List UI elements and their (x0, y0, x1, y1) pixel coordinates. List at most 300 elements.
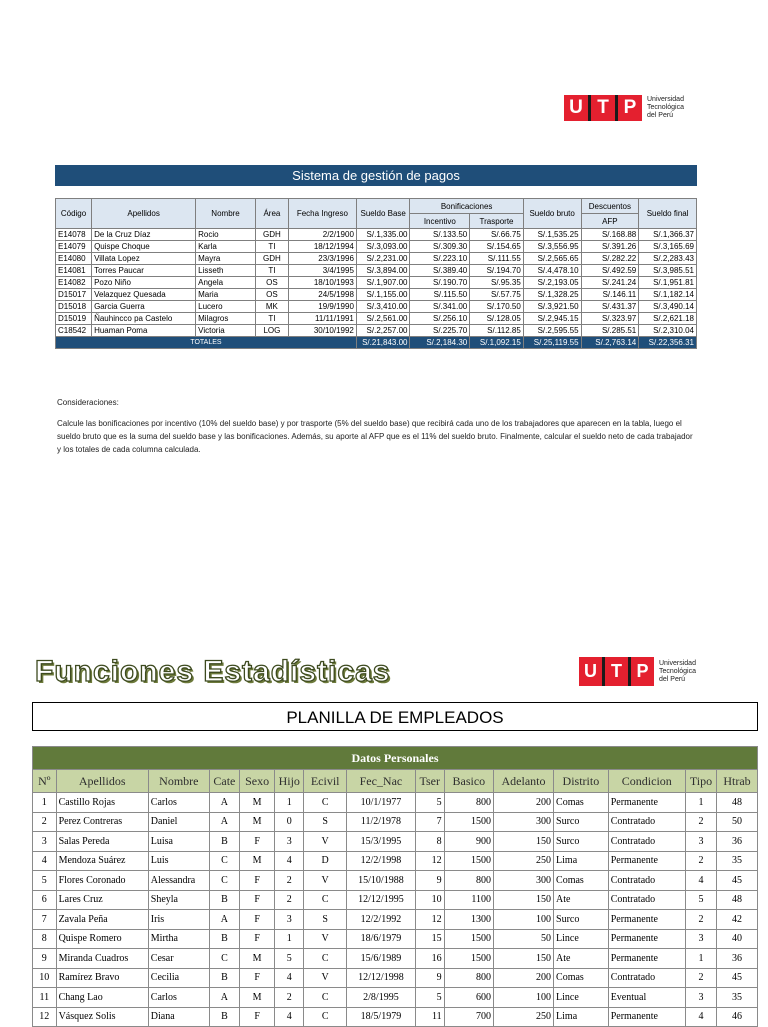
empleados-cell: M (239, 949, 274, 969)
empleados-cell: 1500 (444, 929, 493, 949)
empleados-cell: Contratado (608, 832, 685, 852)
empleados-cell: F (239, 1007, 274, 1027)
empleados-cell: 150 (493, 832, 553, 852)
pagos-cell: S/.1,907.00 (356, 277, 410, 289)
empleados-cell: Quispe Romero (56, 929, 148, 949)
empleados-col-header: Htrab (717, 770, 758, 793)
logo-letter-t: T (591, 95, 615, 121)
totals-cell: S/.22,356.31 (639, 337, 697, 349)
empleados-cell: Surco (554, 812, 609, 832)
logo-letter-t-bottom: T (605, 657, 628, 686)
empleados-cell: F (239, 968, 274, 988)
empleados-cell: B (209, 929, 239, 949)
pagos-cell: Angela (196, 277, 256, 289)
pagos-row (56, 241, 697, 253)
empleados-cell: Surco (554, 910, 609, 930)
empleados-cell: Surco (554, 832, 609, 852)
pagos-row (56, 313, 697, 325)
empleados-cell: B (209, 968, 239, 988)
pagos-cell: S/.133.50 (410, 229, 470, 241)
pagos-cell: D15019 (56, 313, 92, 325)
pagos-cell: S/.3,921.50 (523, 301, 581, 313)
pagos-cell: E14079 (56, 241, 92, 253)
empleados-cell: 1 (685, 949, 716, 969)
empleados-cell: 12 (33, 1007, 57, 1027)
empleados-cell: 1300 (444, 910, 493, 930)
empleados-cell: C (209, 871, 239, 891)
empleados-cell: 45 (717, 871, 758, 891)
utp-logo-bottom (579, 657, 696, 686)
pagos-cell: Ñauhincco pa Castelo (92, 313, 196, 325)
empleados-cell: 48 (717, 890, 758, 910)
empleados-cell: 5 (685, 890, 716, 910)
empleados-cell: Eventual (608, 988, 685, 1008)
empleados-cell: 2 (275, 890, 304, 910)
pagos-cell: S/.2,621.18 (639, 313, 697, 325)
empleados-cell: Vásquez Solis (56, 1007, 148, 1027)
empleados-cell: 3 (275, 832, 304, 852)
empleados-cell: 5 (415, 793, 444, 813)
empleados-cell: 900 (444, 832, 493, 852)
empleados-cell: Cesar (148, 949, 209, 969)
totals-cell: S/.21,843.00 (356, 337, 410, 349)
empleados-cell: Permanente (608, 793, 685, 813)
empleados-row (33, 988, 758, 1008)
empleados-cell: 40 (717, 929, 758, 949)
empleados-cell: 12/12/1998 (347, 968, 416, 988)
col-area: Área (255, 199, 288, 229)
empleados-cell: Flores Coronado (56, 871, 148, 891)
pagos-cell: GDH (255, 229, 288, 241)
pagos-cell: E14078 (56, 229, 92, 241)
pagos-cell: S/.389.40 (410, 265, 470, 277)
pagos-cell: S/.225.70 (410, 325, 470, 337)
pagos-cell: 18/10/1993 (288, 277, 356, 289)
pagos-cell: 3/4/1995 (288, 265, 356, 277)
pagos-cell: S/.1,155.00 (356, 289, 410, 301)
empleados-cell: 1 (275, 793, 304, 813)
logo-letter-p-bottom: P (631, 657, 654, 686)
col-trasporte: Trasporte (470, 214, 524, 229)
pagos-cell: Velazquez Quesada (92, 289, 196, 301)
empleados-cell: 8 (415, 832, 444, 852)
pagos-cell: S/.2,945.15 (523, 313, 581, 325)
empleados-row (33, 832, 758, 852)
empleados-row (33, 949, 758, 969)
empleados-cell: Contratado (608, 968, 685, 988)
empleados-cell: 800 (444, 793, 493, 813)
empleados-cell: Permanente (608, 851, 685, 871)
empleados-cell: C (304, 949, 347, 969)
empleados-cell: 36 (717, 832, 758, 852)
empleados-cell: F (239, 871, 274, 891)
empleados-cell: 1500 (444, 812, 493, 832)
pagos-cell: C18542 (56, 325, 92, 337)
empleados-cell: V (304, 832, 347, 852)
pagos-cell: S/.3,093.00 (356, 241, 410, 253)
empleados-cell: 150 (493, 949, 553, 969)
col-sueldo-final: Sueldo final (639, 199, 697, 229)
empleados-cell: A (209, 812, 239, 832)
empleados-cell: 250 (493, 1007, 553, 1027)
empleados-cell: Cecilia (148, 968, 209, 988)
pagos-cell: S/.146.11 (581, 289, 639, 301)
empleados-cell: 8 (33, 929, 57, 949)
pagos-cell: S/.285.51 (581, 325, 639, 337)
pagos-cell: S/.223.10 (410, 253, 470, 265)
estadisticas-title: Funciones Estadísticas (35, 655, 391, 688)
pagos-cell: S/.2,595.55 (523, 325, 581, 337)
empleados-cell: M (239, 812, 274, 832)
empleados-cell: C (209, 851, 239, 871)
pagos-row (56, 265, 697, 277)
empleados-cell: 50 (717, 812, 758, 832)
empleados-col-header: Distrito (554, 770, 609, 793)
empleados-cell: 18/6/1979 (347, 929, 416, 949)
utp-logo-top (564, 95, 684, 121)
empleados-cell: Contratado (608, 890, 685, 910)
empleados-cell: C (304, 988, 347, 1008)
empleados-cell: 300 (493, 871, 553, 891)
col-descuentos: Descuentos (581, 199, 639, 214)
empleados-cell: 800 (444, 871, 493, 891)
empleados-cell: Lima (554, 1007, 609, 1027)
empleados-cell: 11 (415, 1007, 444, 1027)
empleados-cell: Carlos (148, 988, 209, 1008)
pagos-cell: S/.3,490.14 (639, 301, 697, 313)
empleados-cell: 4 (685, 1007, 716, 1027)
logo-text-bottom: Universidad Tecnológica del Perú (659, 659, 696, 683)
empleados-cell: 800 (444, 968, 493, 988)
empleados-cell: 300 (493, 812, 553, 832)
empleados-cell: Ate (554, 949, 609, 969)
pagos-cell: S/.309.30 (410, 241, 470, 253)
empleados-cell: 3 (685, 929, 716, 949)
empleados-cell: 250 (493, 851, 553, 871)
empleados-cell: 12 (415, 851, 444, 871)
empleados-cell: Luisa (148, 832, 209, 852)
empleados-cell: 12/2/1998 (347, 851, 416, 871)
pagos-cell: TI (255, 265, 288, 277)
empleados-cell: 46 (717, 1007, 758, 1027)
logo-letter-u: U (564, 95, 588, 121)
empleados-cell: Sheyla (148, 890, 209, 910)
pagos-cell: S/.154.65 (470, 241, 524, 253)
empleados-cell: 15 (415, 929, 444, 949)
pagos-cell: S/.194.70 (470, 265, 524, 277)
empleados-cell: V (304, 968, 347, 988)
col-nombre: Nombre (196, 199, 256, 229)
empleados-cell: 2 (685, 968, 716, 988)
pagos-cell: S/.341.00 (410, 301, 470, 313)
empleados-cell: Mendoza Suárez (56, 851, 148, 871)
empleados-col-header: Nº (33, 770, 57, 793)
empleados-cell: Luis (148, 851, 209, 871)
pagos-cell: OS (255, 289, 288, 301)
pagos-cell: S/.168.88 (581, 229, 639, 241)
empleados-row (33, 968, 758, 988)
pagos-cell: S/.115.50 (410, 289, 470, 301)
empleados-cell: 6 (33, 890, 57, 910)
pagos-cell: S/.3,894.00 (356, 265, 410, 277)
empleados-cell: 2 (275, 871, 304, 891)
pagos-cell: S/.1,951.81 (639, 277, 697, 289)
empleados-cell: 700 (444, 1007, 493, 1027)
empleados-cell: Ramírez Bravo (56, 968, 148, 988)
totals-label: TOTALES (56, 337, 357, 349)
totals-cell: S/.2,184.30 (410, 337, 470, 349)
pagos-cell: S/.323.97 (581, 313, 639, 325)
empleados-cell: Comas (554, 793, 609, 813)
empleados-cell: F (239, 832, 274, 852)
empleados-cell: 4 (275, 968, 304, 988)
consideraciones (57, 396, 697, 456)
pagos-section (55, 165, 697, 349)
empleados-cell: 5 (275, 949, 304, 969)
logo-letter-u-bottom: U (579, 657, 602, 686)
empleados-cell: 7 (415, 812, 444, 832)
empleados-cell: 150 (493, 890, 553, 910)
empleados-cell: 12/2/1992 (347, 910, 416, 930)
empleados-cell: F (239, 910, 274, 930)
empleados-cell: Permanente (608, 949, 685, 969)
empleados-cell: C (304, 890, 347, 910)
logo-text: Universidad Tecnológica del Perú (647, 96, 684, 119)
pagos-cell: S/.111.55 (470, 253, 524, 265)
empleados-cell: 35 (717, 851, 758, 871)
empleados-cell: 9 (33, 949, 57, 969)
pagos-row (56, 325, 697, 337)
col-apellidos: Apellidos (92, 199, 196, 229)
empleados-cell: 2 (275, 988, 304, 1008)
pagos-cell: 11/11/1991 (288, 313, 356, 325)
pagos-cell: Torres Paucar (92, 265, 196, 277)
empleados-cell: Contratado (608, 812, 685, 832)
empleados-cell: Comas (554, 871, 609, 891)
empleados-cell: 4 (33, 851, 57, 871)
empleados-row (33, 910, 758, 930)
pagos-cell: S/.3,556.95 (523, 241, 581, 253)
empleados-cell: Zavala Peña (56, 910, 148, 930)
empleados-cell: 12/12/1995 (347, 890, 416, 910)
empleados-row (33, 793, 758, 813)
empleados-cell: C (209, 949, 239, 969)
empleados-cell: D (304, 851, 347, 871)
pagos-cell: S/.282.22 (581, 253, 639, 265)
empleados-cell: 10 (33, 968, 57, 988)
utp-logo-mark-bottom (579, 657, 654, 686)
empleados-cell: Chang Lao (56, 988, 148, 1008)
empleados-cell: B (209, 832, 239, 852)
empleados-cell: Permanente (608, 1007, 685, 1027)
pagos-cell: S/.2,561.00 (356, 313, 410, 325)
empleados-cell: Lince (554, 929, 609, 949)
empleados-cell: 3 (33, 832, 57, 852)
totals-cell: S/.1,092.15 (470, 337, 524, 349)
empleados-cell: 10/1/1977 (347, 793, 416, 813)
pagos-cell: S/.66.75 (470, 229, 524, 241)
pagos-cell: Maria (196, 289, 256, 301)
empleados-cell: 11 (33, 988, 57, 1008)
empleados-cell: F (239, 929, 274, 949)
pagos-cell: S/.1,182.14 (639, 289, 697, 301)
empleados-cell: 5 (33, 871, 57, 891)
empleados-cell: M (239, 793, 274, 813)
pagos-cell: S/.3,410.00 (356, 301, 410, 313)
pagos-cell: OS (255, 277, 288, 289)
pagos-cell: Garcia Guerra (92, 301, 196, 313)
empleados-cell: 2 (685, 851, 716, 871)
pagos-cell: S/.1,535.25 (523, 229, 581, 241)
empleados-cell: Contratado (608, 871, 685, 891)
empleados-cell: Lares Cruz (56, 890, 148, 910)
pagos-cell: S/.431.37 (581, 301, 639, 313)
empleados-cell: 18/5/1979 (347, 1007, 416, 1027)
totals-cell: S/.25,119.55 (523, 337, 581, 349)
empleados-cell: C (304, 793, 347, 813)
pagos-cell: S/.2,257.00 (356, 325, 410, 337)
pagos-title: Sistema de gestión de pagos (55, 165, 697, 186)
pagos-cell: Quispe Choque (92, 241, 196, 253)
col-sueldo-bruto: Sueldo bruto (523, 199, 581, 229)
empleados-cell: Iris (148, 910, 209, 930)
pagos-row (56, 277, 697, 289)
empleados-cell: V (304, 871, 347, 891)
empleados-cell: 15/6/1989 (347, 949, 416, 969)
empleados-cell: 1500 (444, 949, 493, 969)
pagos-cell: S/.2,283.43 (639, 253, 697, 265)
empleados-cell: B (209, 1007, 239, 1027)
empleados-cell: Mirtha (148, 929, 209, 949)
empleados-cell: 200 (493, 793, 553, 813)
pagos-cell: 2/2/1900 (288, 229, 356, 241)
pagos-cell: 30/10/1992 (288, 325, 356, 337)
pagos-cell: S/.241.24 (581, 277, 639, 289)
empleados-cell: Ate (554, 890, 609, 910)
empleados-cell: M (239, 988, 274, 1008)
empleados-cell: 9 (415, 871, 444, 891)
empleados-cell: 2 (685, 910, 716, 930)
pagos-cell: S/.57.75 (470, 289, 524, 301)
empleados-cell: 3 (685, 988, 716, 1008)
empleados-cell: 4 (275, 1007, 304, 1027)
pagos-cell: E14080 (56, 253, 92, 265)
pagos-cell: MK (255, 301, 288, 313)
empleados-cell: 600 (444, 988, 493, 1008)
pagos-cell: TI (255, 241, 288, 253)
empleados-cell: V (304, 929, 347, 949)
empleados-cell: Lima (554, 851, 609, 871)
pagos-cell: S/.190.70 (410, 277, 470, 289)
empleados-col-header: Tser (415, 770, 444, 793)
col-afp: AFP (581, 214, 639, 229)
pagos-cell: S/.95.35 (470, 277, 524, 289)
pagos-table (55, 198, 697, 349)
pagos-cell: D15018 (56, 301, 92, 313)
pagos-cell: 23/3/1996 (288, 253, 356, 265)
empleados-cell: Alessandra (148, 871, 209, 891)
empleados-col-header: Apellidos (56, 770, 148, 793)
empleados-row (33, 871, 758, 891)
empleados-row (33, 890, 758, 910)
empleados-cell: 45 (717, 968, 758, 988)
col-bonificaciones: Bonificaciones (410, 199, 523, 214)
totals-cell: S/.2,763.14 (581, 337, 639, 349)
empleados-cell: 1 (275, 929, 304, 949)
empleados-cell: 48 (717, 793, 758, 813)
empleados-cell: 5 (415, 988, 444, 1008)
empleados-cell: 50 (493, 929, 553, 949)
pagos-cell: E14082 (56, 277, 92, 289)
pagos-cell: E14081 (56, 265, 92, 277)
empleados-cell: 1 (33, 793, 57, 813)
empleados-cell: 35 (717, 988, 758, 1008)
pagos-cell: Lisseth (196, 265, 256, 277)
empleados-cell: Permanente (608, 929, 685, 949)
empleados-col-header: Hijo (275, 770, 304, 793)
empleados-cell: 7 (33, 910, 57, 930)
pagos-cell: LOG (255, 325, 288, 337)
empleados-col-header: Adelanto (493, 770, 553, 793)
pagos-cell: 19/9/1990 (288, 301, 356, 313)
col-fecha: Fecha Ingreso (288, 199, 356, 229)
empleados-cell: Permanente (608, 910, 685, 930)
empleados-cell: 3 (685, 832, 716, 852)
pagos-cell: S/.2,565.65 (523, 253, 581, 265)
empleados-cell: C (304, 1007, 347, 1027)
empleados-cell: 3 (275, 910, 304, 930)
empleados-row (33, 812, 758, 832)
empleados-cell: 100 (493, 988, 553, 1008)
pagos-totals-row (56, 337, 697, 349)
pagos-cell: Mayra (196, 253, 256, 265)
empleados-cell: 12 (415, 910, 444, 930)
empleados-cell: M (239, 851, 274, 871)
empleados-cell: 1500 (444, 851, 493, 871)
empleados-header-row (33, 770, 758, 793)
col-sueldo-base: Sueldo Base (356, 199, 410, 229)
empleados-col-header: Condicion (608, 770, 685, 793)
pagos-row (56, 253, 697, 265)
pagos-cell: Villata Lopez (92, 253, 196, 265)
pagos-cell: Pozo Niño (92, 277, 196, 289)
empleados-cell: Lince (554, 988, 609, 1008)
pagos-cell: Lucero (196, 301, 256, 313)
pagos-cell: S/.2,193.05 (523, 277, 581, 289)
empleados-cell: B (209, 890, 239, 910)
empleados-col-header: Cate (209, 770, 239, 793)
empleados-cell: Miranda Cuadros (56, 949, 148, 969)
pagos-cell: S/.170.50 (470, 301, 524, 313)
empleados-cell: 2/8/1995 (347, 988, 416, 1008)
empleados-cell: S (304, 812, 347, 832)
col-codigo: Código (56, 199, 92, 229)
pagos-row (56, 289, 697, 301)
col-incentivo: Incentivo (410, 214, 470, 229)
empleados-cell: 11/2/1978 (347, 812, 416, 832)
pagos-cell: S/.112.85 (470, 325, 524, 337)
pagos-cell: Karla (196, 241, 256, 253)
pagos-cell: De la Cruz Díaz (92, 229, 196, 241)
empleados-row (33, 851, 758, 871)
empleados-cell: 1 (685, 793, 716, 813)
empleados-cell: F (239, 890, 274, 910)
pagos-cell: 24/5/1998 (288, 289, 356, 301)
pagos-cell: S/.2,310.04 (639, 325, 697, 337)
empleados-cell: 2 (685, 812, 716, 832)
empleados-cell: 0 (275, 812, 304, 832)
empleados-cell: 9 (415, 968, 444, 988)
